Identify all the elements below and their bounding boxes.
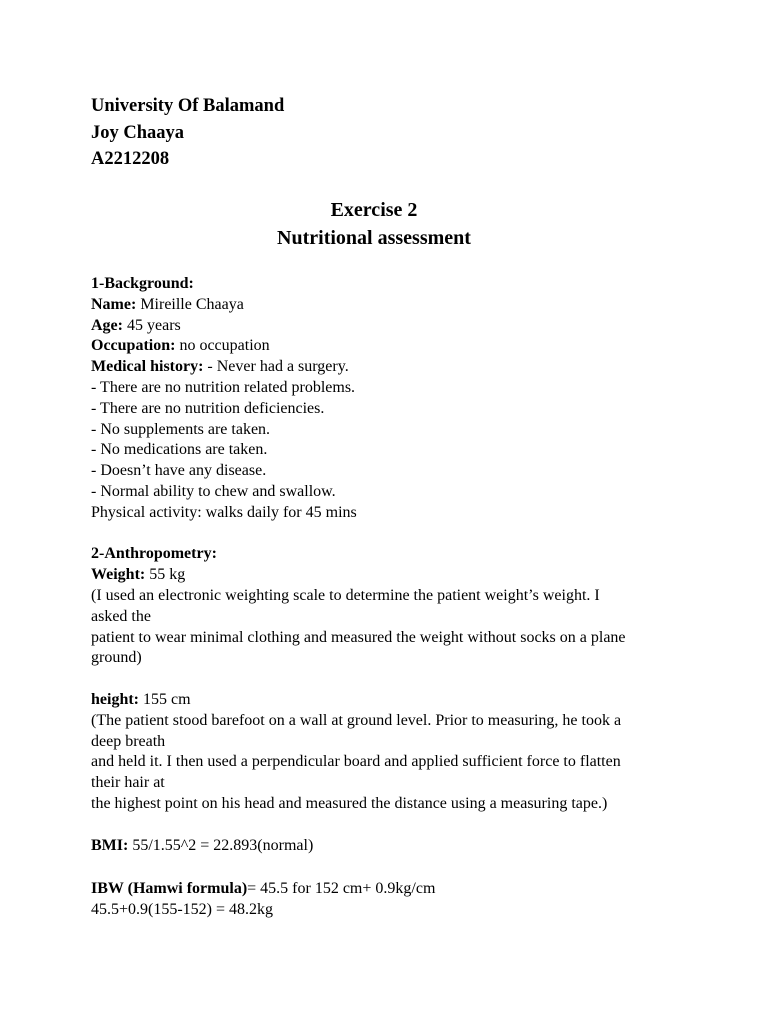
spacer <box>91 856 691 879</box>
background-heading: 1-Background: <box>91 275 194 292</box>
spacer <box>91 669 691 690</box>
document-body <box>91 274 691 920</box>
height-note-line: deep breath <box>91 732 166 750</box>
height-note-line: (The patient stood barefoot on a wall at ground level. Prior to measuring, he took a <box>91 711 622 729</box>
height-note-line: and held it. I then used a perpendicular board and applied sufficient force to flatten <box>91 753 621 771</box>
medical-item: - Normal ability to chew and swallow. <box>91 482 336 500</box>
weight-note-line: (I used an electronic weighting scale to determine the patient weight’s weight. I <box>91 586 600 604</box>
ibw-calculation: 45.5+0.9(155-152) = 48.2kg <box>91 900 274 918</box>
ibw-label: IBW (Hamwi formula) <box>91 879 248 897</box>
weight-note-line: patient to wear minimal clothing and measured the weight without socks on a plane <box>91 628 626 646</box>
name-value: Mireille Chaaya <box>136 295 244 313</box>
exercise-title: Exercise 2 <box>330 199 418 221</box>
height-value: 155 cm <box>139 690 191 708</box>
weight-note-line: ground) <box>91 649 142 667</box>
weight-label: Weight: <box>91 566 146 584</box>
physical-activity-line: Physical activity: walks daily for 45 mins <box>91 503 357 521</box>
weight-value: 55 kg <box>145 566 186 584</box>
ibw-line <box>91 879 691 900</box>
university-name: University Of Balamand <box>91 96 285 116</box>
bmi-value: 55/1.55^2 = 22.893(normal) <box>128 836 314 854</box>
name-label: Name: <box>91 295 137 313</box>
spacer <box>91 524 691 545</box>
name-line <box>91 295 691 316</box>
weight-note-line: asked the <box>91 607 151 625</box>
subject-title: Nutritional assessment <box>277 227 471 249</box>
age-value: 45 years <box>122 316 181 334</box>
title-block <box>0 196 748 252</box>
student-name: Joy Chaaya <box>91 122 185 143</box>
header-block <box>91 93 284 173</box>
medical-item: - There are no nutrition deficiencies. <box>91 399 325 417</box>
medical-item: - No supplements are taken. <box>91 420 271 438</box>
medical-item: - No medications are taken. <box>91 441 268 459</box>
medical-history-line <box>91 357 691 378</box>
occupation-label: Occupation: <box>91 337 176 355</box>
bmi-label: BMI: <box>91 836 129 854</box>
medical-item: - There are no nutrition related problems. <box>91 378 356 396</box>
age-line <box>91 316 691 337</box>
anthropometry-heading: 2-Anthropometry: <box>91 545 217 563</box>
occupation-value: no occupation <box>175 337 270 355</box>
medical-history-first: - Never had a surgery. <box>203 358 349 376</box>
ibw-value: = 45.5 for 152 cm+ 0.9kg/cm <box>247 879 436 897</box>
medical-history-label: Medical history: <box>91 358 204 376</box>
height-note-line: their hair at <box>91 774 165 792</box>
height-line <box>91 690 691 711</box>
bmi-line <box>91 836 691 857</box>
height-note-line: the highest point on his head and measured the distance using a measuring tape.) <box>91 794 608 812</box>
weight-line <box>91 565 691 586</box>
height-label: height: <box>91 690 139 708</box>
age-label: Age: <box>91 316 123 334</box>
spacer <box>91 815 691 836</box>
occupation-line <box>91 336 691 357</box>
student-id: A2212208 <box>91 149 170 169</box>
medical-item: - Doesn’t have any disease. <box>91 462 267 480</box>
